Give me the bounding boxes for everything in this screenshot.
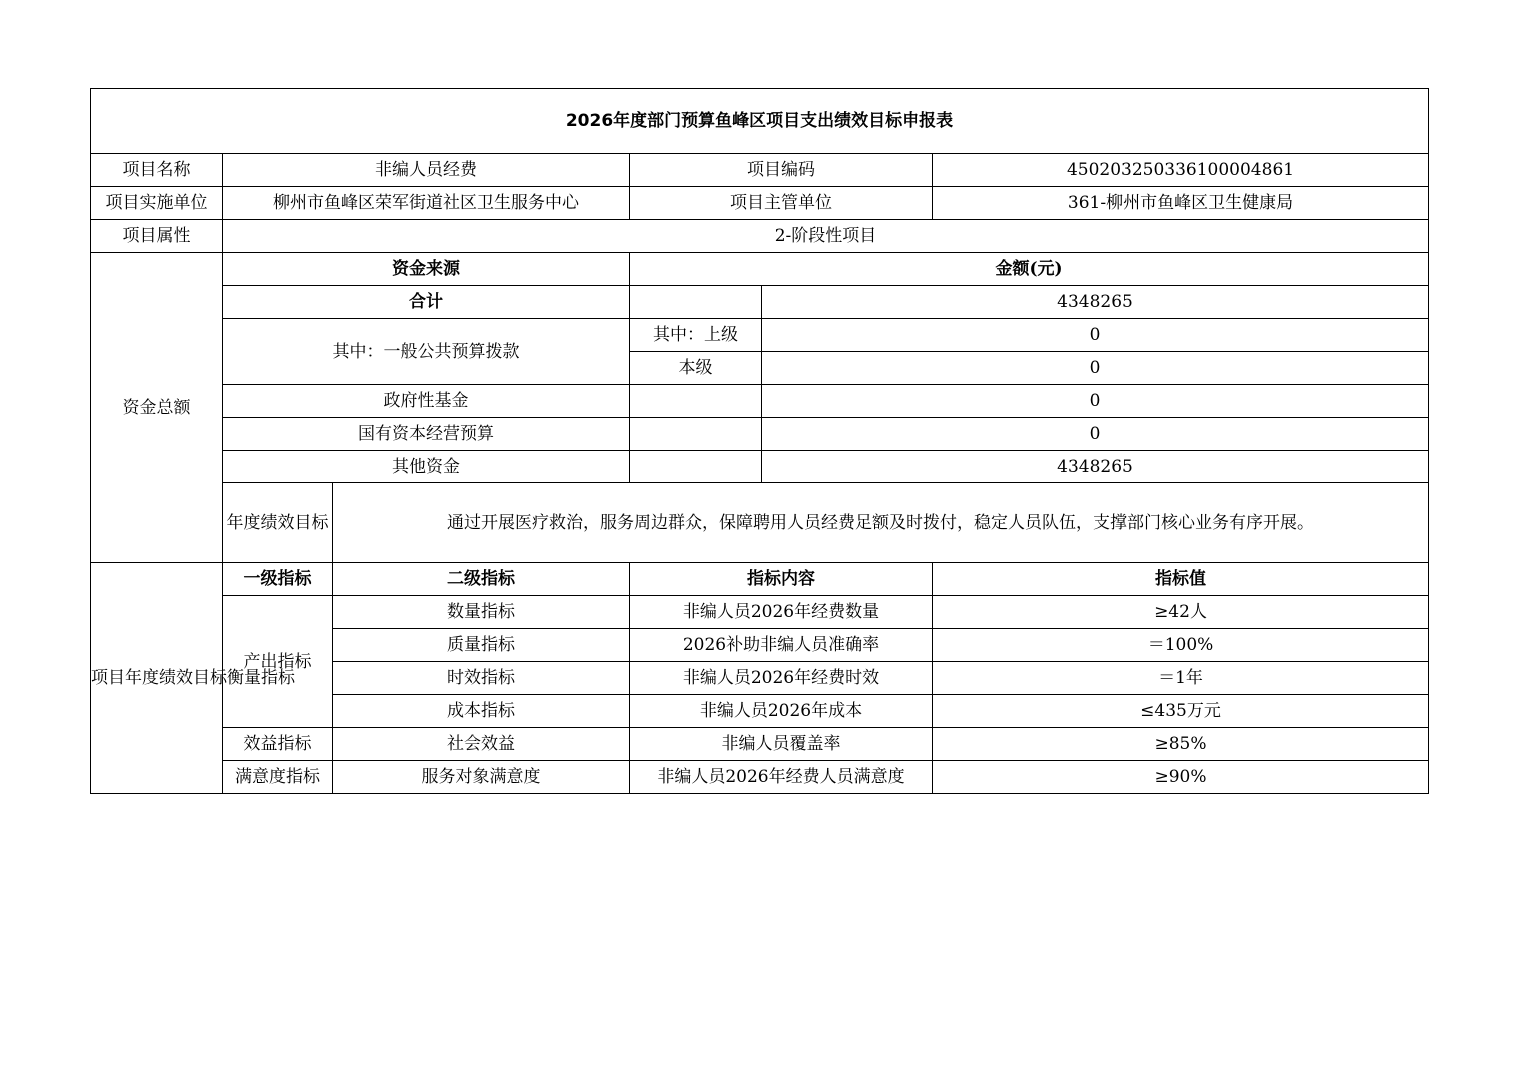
impl-unit-value: 柳州市鱼峰区荣军街道社区卫生服务中心 bbox=[223, 187, 630, 220]
annual-goal-label: 年度绩效目标 bbox=[223, 483, 333, 563]
indicator-content: 非编人员覆盖率 bbox=[630, 728, 933, 761]
indicator-level2: 成本指标 bbox=[333, 695, 630, 728]
satisfaction-indicator-label: 满意度指标 bbox=[223, 761, 333, 794]
annual-goal-text: 通过开展医疗救治，服务周边群众，保障聘用人员经费足额及时拨付，稳定人员队伍，支撑部门核心业务有序开展。 bbox=[333, 483, 1429, 563]
indicators-section-label: 项目年度绩效目标衡量指标 bbox=[91, 563, 223, 794]
indicator-value: ＝100% bbox=[933, 629, 1429, 662]
indicator-value: ＝1年 bbox=[933, 662, 1429, 695]
level1-header: 一级指标 bbox=[223, 563, 333, 596]
indicator-content: 2026补助非编人员准确率 bbox=[630, 629, 933, 662]
indicator-level2: 社会效益 bbox=[333, 728, 630, 761]
gov-fund-value: 0 bbox=[762, 385, 1429, 418]
supervisor-value: 361-柳州市鱼峰区卫生健康局 bbox=[933, 187, 1429, 220]
indicator-content: 非编人员2026年经费数量 bbox=[630, 596, 933, 629]
indicator-content: 非编人员2026年经费时效 bbox=[630, 662, 933, 695]
amount-header: 金额(元) bbox=[630, 253, 1429, 286]
indicator-level2: 数量指标 bbox=[333, 596, 630, 629]
level2-header: 二级指标 bbox=[333, 563, 630, 596]
upper-level-value: 0 bbox=[762, 319, 1429, 352]
state-capital-label: 国有资本经营预算 bbox=[223, 418, 630, 451]
funds-section-label: 资金总额 bbox=[91, 253, 223, 563]
indicator-level2: 时效指标 bbox=[333, 662, 630, 695]
project-code-label: 项目编码 bbox=[630, 154, 933, 187]
total-value: 4348265 bbox=[762, 286, 1429, 319]
indicator-content: 非编人员2026年经费人员满意度 bbox=[630, 761, 933, 794]
value-header: 指标值 bbox=[933, 563, 1429, 596]
benefit-indicator-label: 效益指标 bbox=[223, 728, 333, 761]
empty-cell bbox=[630, 286, 762, 319]
attribute-label: 项目属性 bbox=[91, 220, 223, 253]
project-name-value: 非编人员经费 bbox=[223, 154, 630, 187]
local-level-label: 本级 bbox=[630, 352, 762, 385]
attribute-value: 2-阶段性项目 bbox=[223, 220, 1429, 253]
other-funds-label: 其他资金 bbox=[223, 451, 630, 483]
indicator-level2: 服务对象满意度 bbox=[333, 761, 630, 794]
empty-cell bbox=[630, 418, 762, 451]
output-indicator-label: 产出指标 bbox=[223, 596, 333, 728]
indicator-value: ≥90% bbox=[933, 761, 1429, 794]
supervisor-label: 项目主管单位 bbox=[630, 187, 933, 220]
fund-source-header: 资金来源 bbox=[223, 253, 630, 286]
indicator-level2: 质量指标 bbox=[333, 629, 630, 662]
empty-cell bbox=[630, 451, 762, 483]
indicator-value: ≥42人 bbox=[933, 596, 1429, 629]
page-title: 2026年度部门预算鱼峰区项目支出绩效目标申报表 bbox=[91, 89, 1429, 154]
empty-cell bbox=[630, 385, 762, 418]
impl-unit-label: 项目实施单位 bbox=[91, 187, 223, 220]
content-header: 指标内容 bbox=[630, 563, 933, 596]
performance-target-table bbox=[90, 88, 1429, 794]
upper-level-label: 其中：上级 bbox=[630, 319, 762, 352]
project-name-label: 项目名称 bbox=[91, 154, 223, 187]
other-funds-value: 4348265 bbox=[762, 451, 1429, 483]
indicator-content: 非编人员2026年成本 bbox=[630, 695, 933, 728]
gov-fund-label: 政府性基金 bbox=[223, 385, 630, 418]
indicator-value: ≤435万元 bbox=[933, 695, 1429, 728]
total-label: 合计 bbox=[223, 286, 630, 319]
indicator-value: ≥85% bbox=[933, 728, 1429, 761]
project-code-value: 450203250336100004861 bbox=[933, 154, 1429, 187]
state-capital-value: 0 bbox=[762, 418, 1429, 451]
local-level-value: 0 bbox=[762, 352, 1429, 385]
general-budget-label: 其中：一般公共预算拨款 bbox=[223, 319, 630, 385]
